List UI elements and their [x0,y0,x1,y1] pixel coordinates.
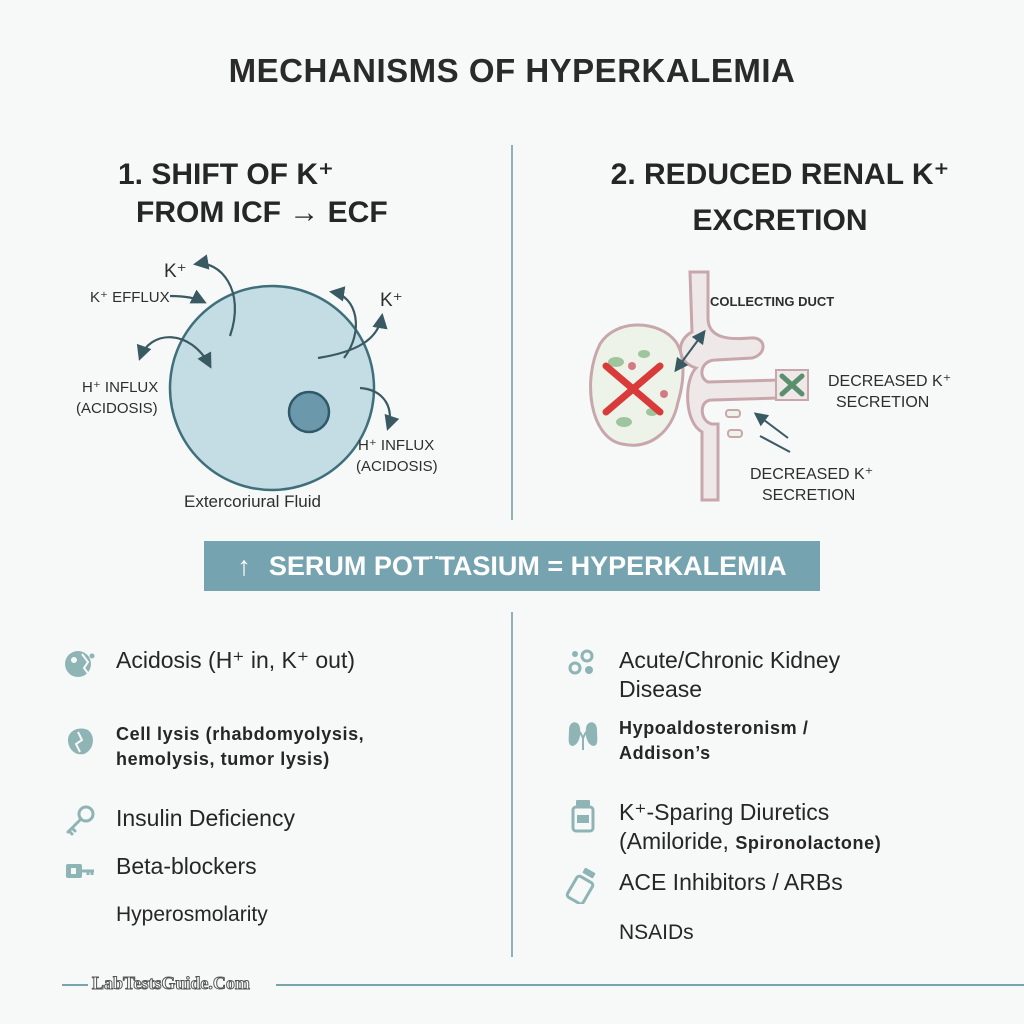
extracellular-fluid-label: Extercoriural Fluid [184,492,321,511]
footer-line-left [62,984,88,986]
page-title: MECHANISMS OF HYPERKALEMIA [228,52,796,89]
cause-hypoaldosteronism-line1: Hypoaldosteronism / [619,718,809,738]
decreased-secretion-1-line1: DECREASED K⁺ [828,373,952,390]
cause-acidosis: Acidosis (H⁺ in, K⁺ out) [116,647,356,673]
pill-bottle-icon [565,798,601,834]
cause-nsaids: NSAIDs [619,921,694,944]
acid-drop-icon [62,646,98,682]
cause-cell-lysis-line1: Cell lysis (rhabdomyolysis, [116,724,365,744]
cause-k-sparing-diuretics-spironolactone: Spironolactone) [735,833,882,853]
transcellular-shift-causes [62,0,502,1024]
cause-k-sparing-diuretics-amiloride: (Amiloride, [619,828,736,854]
decreased-secretion-2-line2: SECRETION [762,487,856,504]
h-influx-left-line1: H⁺ INFLUX [82,379,159,396]
cause-hyperosmolarity: Hyperosmolarity [116,903,268,926]
cause-beta-blockers: Beta-blockers [116,853,257,879]
kidneys-icon [565,716,601,752]
cause-kidney-disease-line1: Acute/Chronic Kidney [619,647,841,673]
decreased-secretion-2-line1: DECREASED K⁺ [750,466,874,483]
shift-title-line2: FROM ICF → ECF [136,196,388,229]
list-item [565,918,694,954]
up-arrow-icon: ↑ [237,550,251,581]
cause-cell-lysis-line2: hemolysis, tumor lysis) [116,749,330,769]
banner-text: SERUM POT¨TASIUM = HYPERKALEMIA [268,550,787,581]
cause-insulin-deficiency: Insulin Deficiency [116,805,295,831]
key-icon [62,804,98,840]
list-item [565,646,840,704]
cell-lysis-icon [62,722,98,758]
vertical-divider-bottom [511,612,513,957]
cause-kidney-disease-line2: Disease [619,676,703,702]
watermark-logo: LabTestsGuide.Com [92,973,250,993]
list-item [62,900,268,936]
renal-excretion-causes [565,0,1015,1024]
cause-k-sparing-diuretics-line1: K⁺-Sparing Diuretics [619,799,830,825]
h-influx-right-line2: (ACIDOSIS) [356,458,438,475]
renal-title-line1: 2. REDUCED RENAL K⁺ [610,158,950,191]
list-item [62,646,355,682]
cause-ace-inhibitors: ACE Inhibitors / ARBs [619,869,843,895]
list-item [565,798,881,858]
k-efflux-label: K⁺ EFFLUX [90,289,170,306]
list-item [62,852,257,888]
k-label-top: K⁺ [164,261,187,282]
list-item [565,716,808,766]
medicine-bottle-icon [565,868,601,904]
kidney-cells-icon [565,646,601,682]
blocker-icon [62,852,98,888]
k-label-right: K⁺ [380,290,403,311]
list-item [565,868,843,904]
footer-line-right [276,984,1024,986]
renal-title-line2: EXCRETION [692,204,868,237]
shift-title-line1: 1. SHIFT OF K⁺ [118,158,334,191]
cause-hypoaldosteronism-line2: Addison’s [619,743,711,763]
decreased-secretion-1-line2: SECRETION [836,394,930,411]
list-item [62,804,295,840]
vertical-divider-top [511,145,513,520]
list-item [62,722,364,772]
h-influx-right-line1: H⁺ INFLUX [358,437,435,454]
h-influx-left-line2: (ACIDOSIS) [76,400,158,417]
collecting-duct-label: COLLECTING DUCT [710,294,835,309]
